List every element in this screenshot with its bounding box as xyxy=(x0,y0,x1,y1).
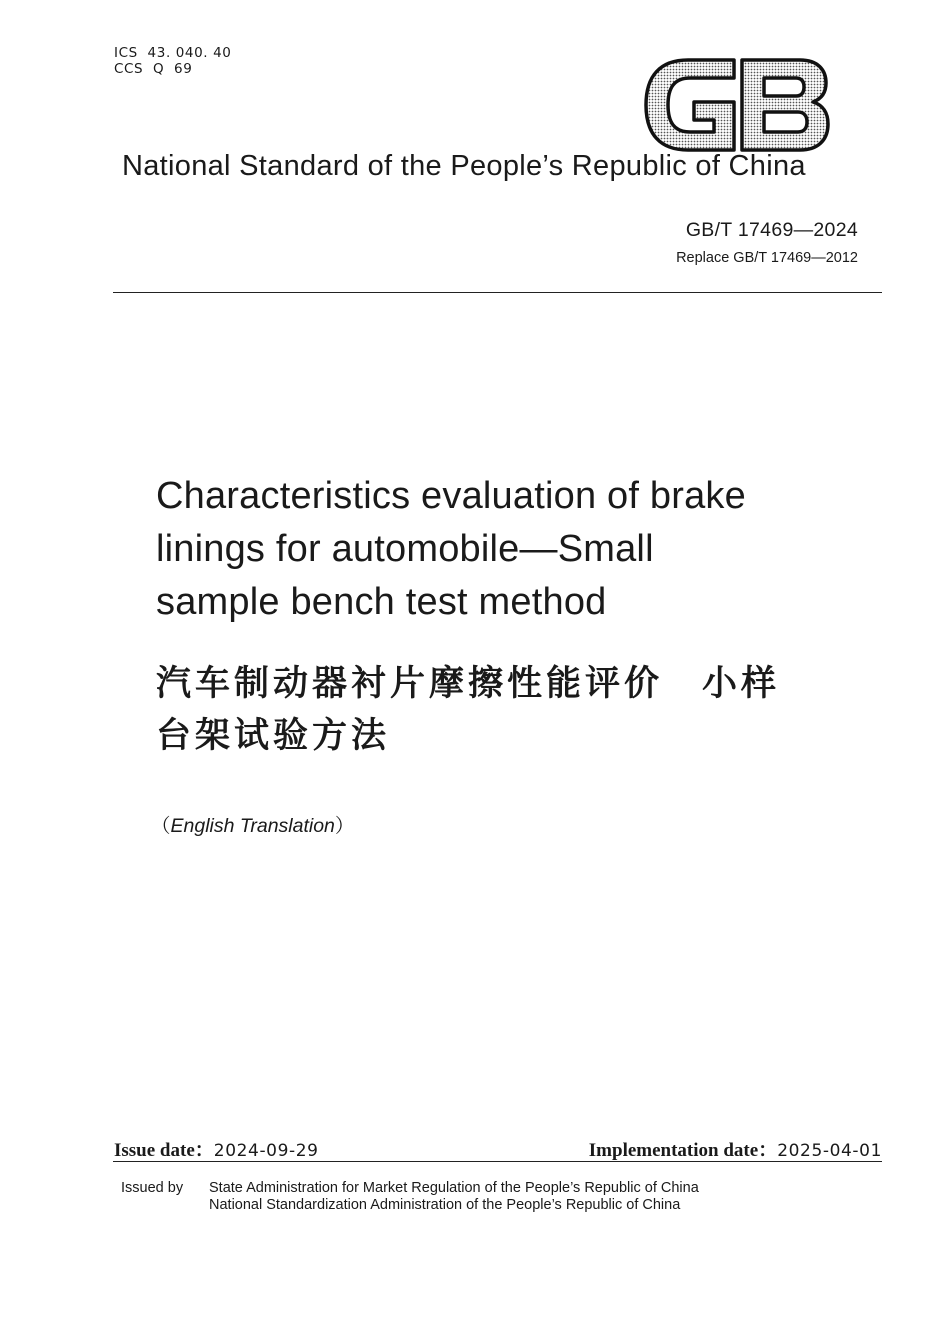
replaced-standard: Replace GB/T 17469—2012 xyxy=(676,250,858,266)
translation-note xyxy=(151,810,354,838)
top-divider xyxy=(113,292,882,293)
gb-logo xyxy=(642,56,832,154)
chinese-title-line: 汽车制动器衬片摩擦性能评价 小样 xyxy=(156,664,781,704)
english-title-line: linings for automobile—Small xyxy=(156,528,654,570)
translation-label: English Translation xyxy=(170,815,335,837)
issued-by-label: Issued by xyxy=(121,1180,184,1196)
translation-paren-close: ） xyxy=(334,815,355,837)
issue-date-separator: ： xyxy=(194,1140,214,1161)
classification-codes xyxy=(114,45,231,77)
translation-paren-open: （ xyxy=(151,815,171,837)
ics-code: ICS 43. 040. 40 xyxy=(114,45,232,61)
issuing-authorities xyxy=(209,1180,699,1214)
standard-code: GB/T 17469—2024 xyxy=(685,219,858,241)
chinese-title xyxy=(156,658,780,762)
english-title-line: Characteristics evaluation of brake xyxy=(156,475,746,517)
issuing-authority: State Administration for Market Regulation of the People’s Republic of China xyxy=(209,1180,699,1196)
issue-date-value: 2024-09-29 xyxy=(213,1141,319,1161)
implementation-date-value: 2025-04-01 xyxy=(777,1141,882,1161)
implementation-date-separator: ： xyxy=(758,1140,778,1161)
chinese-title-line: 台架试验方法 xyxy=(156,716,391,756)
issue-date xyxy=(114,1135,319,1162)
english-title-line: sample bench test method xyxy=(156,581,607,623)
ccs-code: CCS Q 69 xyxy=(114,61,193,77)
implementation-date-label: Implementation date xyxy=(588,1140,759,1161)
english-title xyxy=(156,470,896,629)
national-standard-heading: National Standard of the People’s Republic of China xyxy=(122,150,806,182)
implementation-date xyxy=(589,1135,882,1162)
issue-date-label: Issue date xyxy=(114,1140,195,1161)
bottom-divider xyxy=(113,1161,882,1162)
issuing-authority: National Standardization Administration of the People’s Republic of China xyxy=(209,1197,681,1213)
